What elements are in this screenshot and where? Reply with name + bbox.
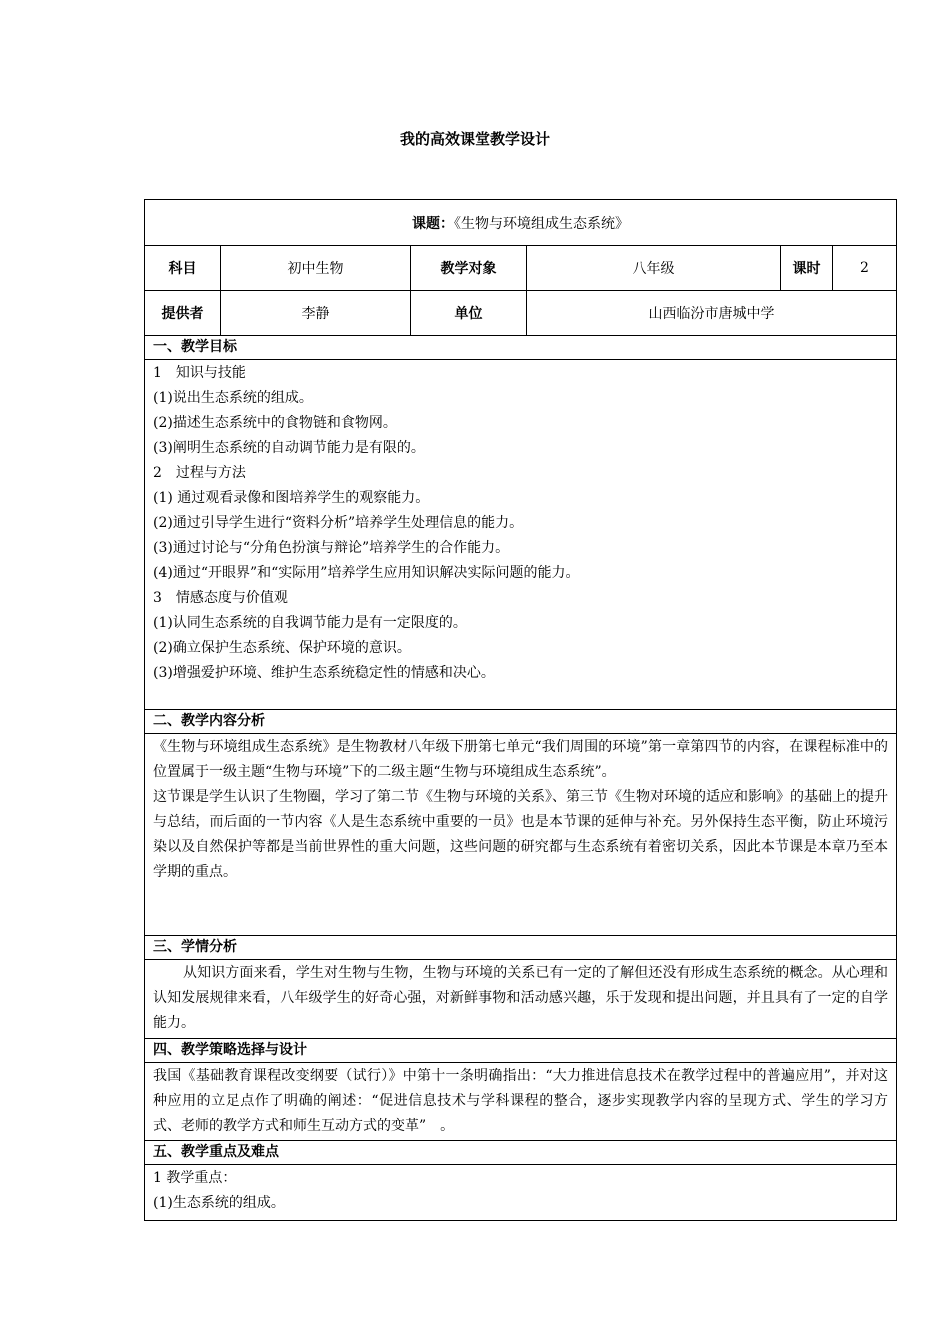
objective-line: (3)增强爱护环境、维护生态系统稳定性的情感和决心。 xyxy=(153,665,495,681)
subject-label: 科目 xyxy=(145,246,221,291)
section-content-header xyxy=(145,710,897,734)
topic-row xyxy=(145,200,897,246)
objective-line: (3)阐明生态系统的自动调节能力是有限的。 xyxy=(153,440,425,456)
strategy-paragraph: 我国《基础教育课程改变纲要（试行）》中第十一条明确指出：“大力推进信息技术在教学过程中的普遍应用”，并对这种应用的立足点作了明确的阐述：“促进信息技术与学科课程的整合，逐步实现教学内容的呈现方式、学生的学习方式、老师的教学方式和师生互动方式的变革” 。 xyxy=(153,1068,888,1134)
objective-line: 3 情感态度与价值观 xyxy=(153,590,288,606)
objective-line: (1)说出生态系统的组成。 xyxy=(153,390,313,406)
objective-line: (3)通过讨论与“分角色扮演与辩论”培养学生的合作能力。 xyxy=(153,540,510,556)
objective-line: (2)确立保护生态系统、保护环境的意识。 xyxy=(153,640,411,656)
content-paragraph-2: 这节课是学生认识了生物圈，学习了第二节《生物与环境的关系》、第三节《生物对环境的适应和影响》的基础上的提升与总结，而后面的一节内容《人是生态系统中重要的一员》也是本节课的延伸与补充。另外保持生态平衡，防止环境污染以及自然保护等都是当前世界性的重大问题，这些问题的研究都与生态系统有着密切关系，因此本节课是本章乃至本学期的重点。 xyxy=(153,789,888,880)
section-strategy-body xyxy=(145,1063,897,1141)
objective-line: (1) 通过观看录像和图培养学生的观察能力。 xyxy=(153,490,430,506)
section-objectives-heading: 一、教学目标 xyxy=(145,336,897,360)
key-point-line: (1)生态系统的组成。 xyxy=(153,1195,285,1211)
section-content-heading: 二、教学内容分析 xyxy=(145,710,897,734)
periods-label: 课时 xyxy=(781,246,833,291)
objective-line: (2)描述生态系统中的食物链和食物网。 xyxy=(153,415,397,431)
section-content-body xyxy=(145,734,897,936)
periods-value: 2 xyxy=(833,246,897,291)
section-student-heading: 三、学情分析 xyxy=(145,936,897,960)
unit-label: 单位 xyxy=(411,291,527,336)
provider-label: 提供者 xyxy=(145,291,221,336)
lesson-plan-table xyxy=(144,199,897,1221)
objective-line: 1 知识与技能 xyxy=(153,365,246,381)
student-analysis-cell xyxy=(145,960,897,1039)
section-strategy-header xyxy=(145,1039,897,1063)
page-title: 我的高效课堂教学设计 xyxy=(399,130,550,148)
section-keypoints-header xyxy=(145,1141,897,1165)
objectives-cell xyxy=(145,360,897,710)
objective-line: (2)通过引导学生进行“资料分析”培养学生处理信息的能力。 xyxy=(153,515,524,531)
key-points-cell xyxy=(145,1165,897,1221)
provider-value: 李静 xyxy=(221,291,411,336)
content-paragraph-1: 《生物与环境组成生态系统》是生物教材八年级下册第七单元“我们周围的环境”第一章第四节的内容，在课程标准中的位置属于一级主题“生物与环境”下的二级主题“生物与环境组成生态系统”。 xyxy=(153,739,888,780)
student-paragraph: 从知识方面来看，学生对生物与生物，生物与环境的关系已有一定的了解但还没有形成生态系统的概念。从心理和认知发展规律来看，八年级学生的好奇心强，对新鲜事物和活动感兴趣，乐于发现和提出问题，并且具有了一定的自学能力。 xyxy=(153,965,888,1031)
objective-line: 2 过程与方法 xyxy=(153,465,246,481)
section-student-header xyxy=(145,936,897,960)
section-objectives-body xyxy=(145,360,897,710)
strategy-cell xyxy=(145,1063,897,1141)
topic-cell xyxy=(145,200,897,246)
objective-line: (4)通过“开眼界”和“实际用”培养学生应用知识解决实际问题的能力。 xyxy=(153,565,580,581)
section-keypoints-heading: 五、教学重点及难点 xyxy=(145,1141,897,1165)
topic-label: 课题： xyxy=(412,215,454,232)
unit-value: 山西临汾市唐城中学 xyxy=(527,291,897,336)
audience-value: 八年级 xyxy=(527,246,781,291)
key-point-line: 1 教学重点： xyxy=(153,1170,237,1186)
info-row-provider xyxy=(145,291,897,336)
section-strategy-heading: 四、教学策略选择与设计 xyxy=(145,1039,897,1063)
audience-label: 教学对象 xyxy=(411,246,527,291)
objective-line: (1)认同生态系统的自我调节能力是有一定限度的。 xyxy=(153,615,467,631)
content-analysis-cell xyxy=(145,734,897,936)
section-keypoints-body xyxy=(145,1165,897,1221)
topic-value: 《生物与环境组成生态系统》 xyxy=(454,215,629,232)
section-student-body xyxy=(145,960,897,1039)
info-row-subject xyxy=(145,246,897,291)
section-objectives-header xyxy=(145,336,897,360)
subject-value: 初中生物 xyxy=(221,246,411,291)
